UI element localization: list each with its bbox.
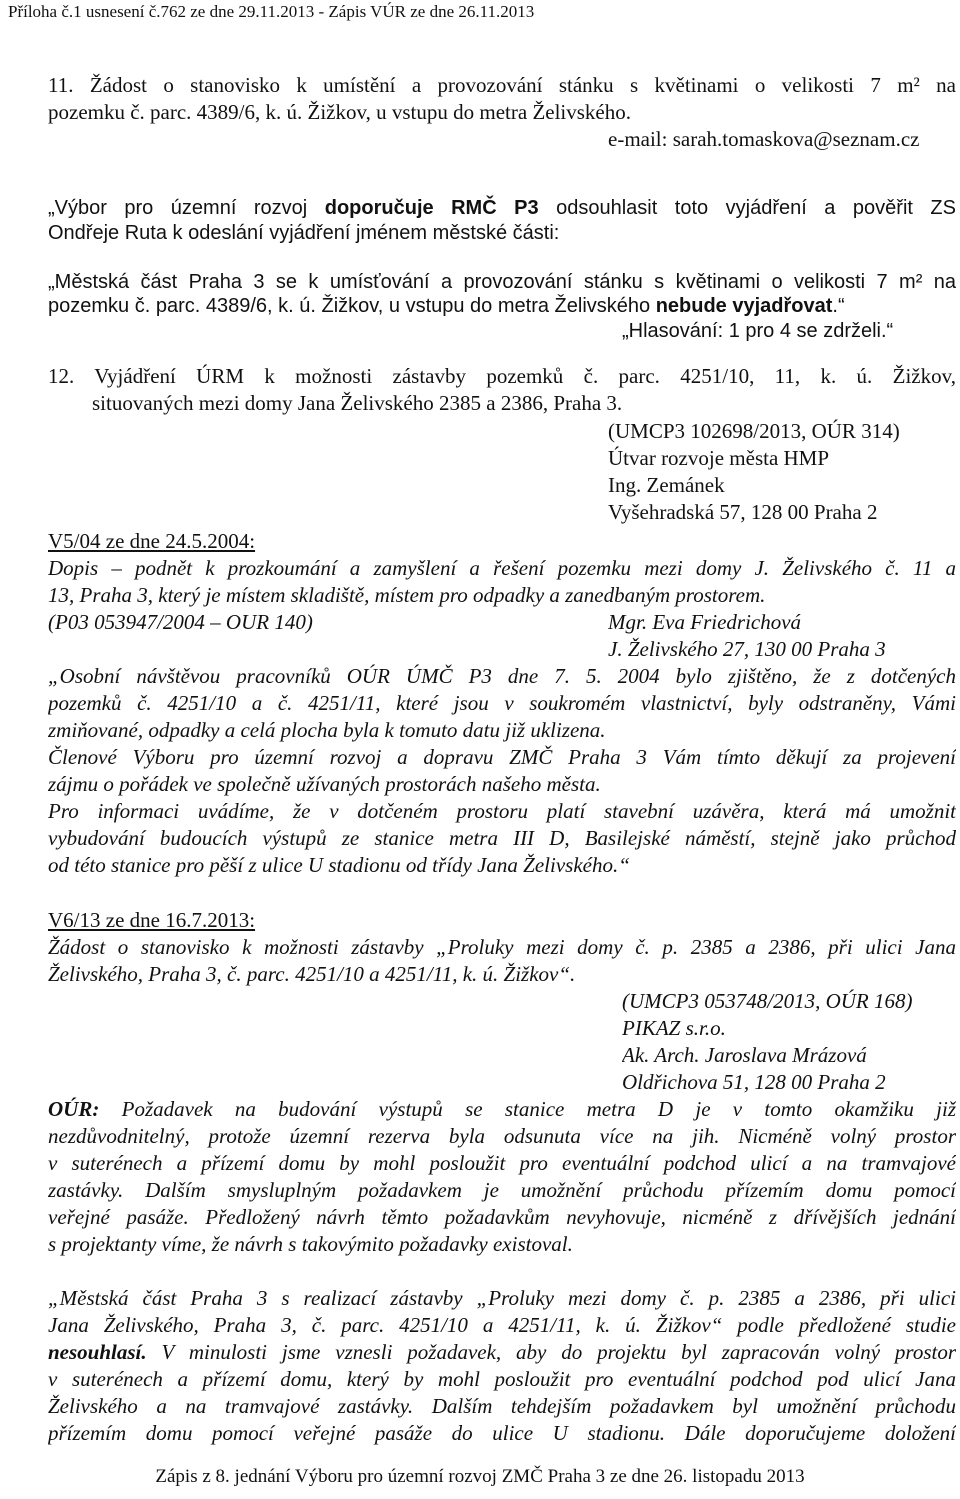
res4-post: .“ bbox=[832, 295, 845, 317]
v613-our-line6: s projektanty víme, že návrh s takovýmito požadavky existoval. bbox=[48, 1232, 573, 1256]
v504-line1: Dopis – podnět k prozkoumání a zamyšlení a řešení pozemku mezi domy J. Želivského č. 11 a bbox=[48, 556, 956, 580]
res4-bold: nebude vyjadřovat bbox=[655, 295, 833, 317]
v613-line2: Želivského, Praha 3, č. parc. 4251/10 a 4251/11, k. ú. Žižkov“. bbox=[48, 962, 576, 986]
document-footer: Zápis z 8. jednání Výboru pro územní rozvoj ZMČ Praha 3 ze dne 26. listopadu 2013 bbox=[155, 1466, 805, 1487]
v613-our-line3: v suterénech a přízemí domu by mohl posloužit pro eventuální podchod ulicí a na tramvajové bbox=[48, 1151, 956, 1175]
item11-resolution-line3: „Městská část Praha 3 se k umísťování a provozování stánku s květinami o velikosti 7 m² na bbox=[48, 271, 956, 293]
final-line3 bbox=[48, 1339, 956, 1365]
v504-heading: V5/04 ze dne 24.5.2004: bbox=[48, 529, 256, 553]
v613-our-line5: veřejné pasáže. Předložený návrh těmto požadavkům nevyhovuje, nicméně z dřívějších jednání bbox=[48, 1205, 956, 1229]
item11-vote: „Hlasování: 1 pro 4 se zdrželi.“ bbox=[622, 320, 894, 342]
item11-resolution-line2: Ondřeje Ruta k odeslání vyjádření jménem městské části: bbox=[48, 222, 560, 244]
v613-our-line1 bbox=[48, 1096, 956, 1122]
final-line5: Želivského a na tramvajové zastávky. Dalším tehdejším požadavkem byl umožnění průchodu bbox=[48, 1394, 956, 1418]
v504-line5: „Osobní návštěvou pracovníků OÚR ÚMČ P3 dne 7. 5. 2004 bylo zjištěno, že z dotčených bbox=[48, 664, 956, 688]
v613-our-line4: zastávky. Dalším smysluplným požadavkem je umožnění průchodu přízemím domu pomocí bbox=[48, 1178, 956, 1202]
v613-ref2: PIKAZ s.r.o. bbox=[622, 1016, 726, 1040]
v504-line3a: (P03 053947/2004 – OUR 140) bbox=[48, 610, 313, 634]
item12-ref3: Ing. Zemánek bbox=[608, 473, 725, 497]
item12-ref4: Vyšehradská 57, 128 00 Praha 2 bbox=[608, 500, 878, 524]
final-line3-rest: V minulosti jsme vznesli požadavek, aby do projektu byl zapracován volný prostor bbox=[146, 1340, 956, 1364]
item12-line2: situovaných mezi domy Jana Želivského 2385 a 2386, Praha 3. bbox=[92, 391, 623, 415]
our-line1-text: Požadavek na budování výstupů se stanice metra D je v tomto okamžiku již bbox=[99, 1097, 956, 1121]
item12-line1: 12. Vyjádření ÚRM k možnosti zástavby pozemků č. parc. 4251/10, 11, k. ú. Žižkov, bbox=[48, 364, 956, 388]
our-label: OÚR: bbox=[48, 1097, 100, 1121]
v613-ref1: (UMCP3 053748/2013, OÚR 168) bbox=[622, 989, 913, 1013]
v504-line12: od této stanice pro pěší z ulice U stadionu od třídy Jana Želivského.“ bbox=[48, 853, 630, 877]
v613-ref3: Ak. Arch. Jaroslava Mrázová bbox=[622, 1043, 867, 1067]
final-line4: v suterénech a přízemí domu, který by mohl posloužit pro eventuální podchod pod ulicí Jana bbox=[48, 1367, 956, 1391]
final-line6: přízemím domu pomocí veřejné pasáže do ulice U stadionu. Dále doporučujeme doložení bbox=[48, 1421, 956, 1445]
res1-bold: doporučuje RMČ P3 bbox=[324, 197, 539, 219]
item11-line2: pozemku č. parc. 4389/6, k. ú. Žižkov, u vstupu do metra Želivského. bbox=[48, 100, 632, 124]
v504-line9: zájmu o pořádek ve společně užívaných prostorách našeho města. bbox=[48, 772, 601, 796]
res1-pre: „Výbor pro územní rozvoj bbox=[48, 197, 325, 219]
item11-resolution-line1 bbox=[48, 195, 956, 221]
final-line1: „Městská část Praha 3 s realizací zástavby „Proluky mezi domy č. p. 2385 a 2386, při ulici bbox=[48, 1286, 956, 1310]
document-header: Příloha č.1 usnesení č.762 ze dne 29.11.2013 - Zápis VÚR ze dne 26.11.2013 bbox=[8, 2, 535, 21]
item12-ref1: (UMCP3 102698/2013, OÚR 314) bbox=[608, 419, 900, 443]
final-nesouhlasi: nesouhlasí. bbox=[48, 1340, 147, 1364]
res4-pre: pozemku č. parc. 4389/6, k. ú. Žižkov, u vstupu do metra Želivského bbox=[48, 295, 656, 317]
v504-line10: Pro informaci uvádíme, že v dotčeném prostoru platí stavební uzávěra, která má umožnit bbox=[48, 799, 956, 823]
v504-line3b: Mgr. Eva Friedrichová bbox=[608, 610, 802, 634]
item11-resolution-line4 bbox=[48, 293, 956, 319]
v504-line8: Členové Výboru pro územní rozvoj a dopravu ZMČ Praha 3 Vám tímto děkují za projevení bbox=[48, 745, 956, 769]
final-line2: Jana Želivského, Praha 3, č. parc. 4251/10 a 4251/11, k. ú. Žižkov“ podle předložené studie bbox=[48, 1313, 956, 1337]
res1-post: odsouhlasit toto vyjádření a pověřit ZS bbox=[538, 197, 956, 219]
v504-line11: vybudování budoucích výstupů ze stanice metra III D, Basilejské náměstí, stejně jako průchod bbox=[48, 826, 956, 850]
item11-line1: 11. Žádost o stanovisko k umístění a provozování stánku s květinami o velikosti 7 m² na bbox=[48, 73, 956, 97]
v504-line2: 13, Praha 3, který je místem skladiště, místem pro odpadky a zanedbaným prostorem. bbox=[48, 583, 766, 607]
v504-line4: J. Želivského 27, 130 00 Praha 3 bbox=[608, 637, 886, 661]
v613-ref4: Oldřichova 51, 128 00 Praha 2 bbox=[622, 1070, 886, 1094]
v504-line7: zmiňované, odpadky a celá plocha byla k tomuto datu již uklizena. bbox=[48, 718, 606, 742]
v613-line1: Žádost o stanovisko k možnosti zástavby „Proluky mezi domy č. p. 2385 a 2386, při ulici Jana bbox=[48, 935, 956, 959]
item11-email: e-mail: sarah.tomaskova@seznam.cz bbox=[608, 127, 920, 151]
item12-ref2: Útvar rozvoje města HMP bbox=[608, 446, 830, 470]
v504-line6: pozemků č. 4251/10 a č. 4251/11, které jsou v soukromém vlastnictví, byly odstraněny, Vámi bbox=[48, 691, 956, 715]
v613-heading: V6/13 ze dne 16.7.2013: bbox=[48, 908, 256, 932]
v613-our-line2: nezdůvodnitelný, protože územní rezerva byla odsunuta více na jih. Nicméně volný prostor bbox=[48, 1124, 956, 1148]
